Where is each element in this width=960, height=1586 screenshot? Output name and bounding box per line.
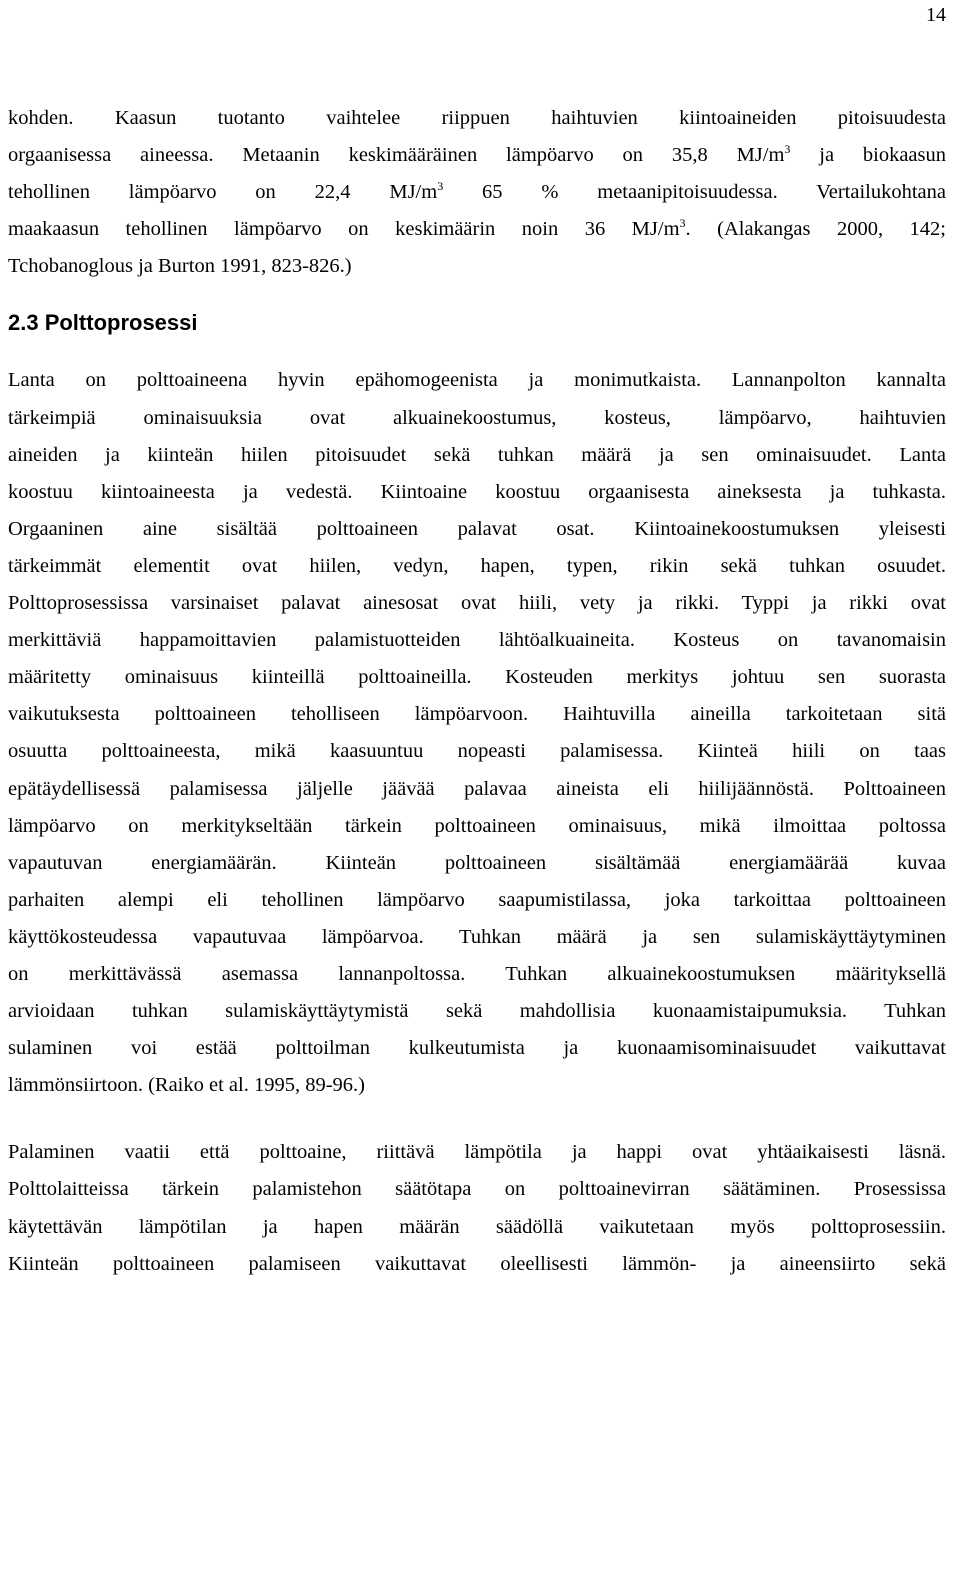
text-line: tärkeimpiä ominaisuuksia ovat alkuainekoostumus, kosteus, lämpöarvo, haihtuvien: [8, 406, 946, 429]
text-line: käytettävän lämpötilan ja hapen määrän säädöllä vaikutetaan myös polttoprosessiin.: [8, 1215, 946, 1238]
section-heading: 2.3 Polttoprosessi: [8, 310, 198, 336]
text-line: on merkittävässä asemassa lannanpoltossa. Tuhkan alkuainekoostumuksen määrityksellä: [8, 962, 946, 985]
text-line: määritetty ominaisuus kiinteillä polttoaineilla. Kosteuden merkitys johtuu sen suorasta: [8, 666, 946, 689]
text-line: Kiinteän polttoaineen palamiseen vaikuttavat oleellisesti lämmön- ja aineensiirto sekä: [8, 1252, 946, 1275]
text-line: [8, 137, 946, 174]
text-line: sulaminen voi estää polttoilman kulkeutumista ja kuonaamisominaisuudet vaikuttavat: [8, 1037, 946, 1060]
text-fragment: maakaasun tehollinen lämpöarvo on keskimäärin noin 36 MJ/m: [8, 218, 680, 241]
text-line: [8, 211, 946, 248]
text-line: merkittäviä happamoittavien palamistuotteiden lähtöalkuaineita. Kosteus on tavanomaisin: [8, 629, 946, 652]
text-fragment: tehollinen lämpöarvo on 22,4 MJ/m: [8, 181, 438, 204]
text-fragment: orgaanisessa aineessa. Metaanin keskimääräinen lämpöarvo on 35,8 MJ/m: [8, 144, 785, 167]
text-line: aineiden ja kiinteän hiilen pitoisuudet sekä tuhkan määrä ja sen ominaisuudet. Lanta: [8, 443, 946, 466]
text-fragment: 65 % metaanipitoisuudessa. Vertailukohtana: [443, 181, 946, 204]
text-line: käyttökosteudessa vapautuvaa lämpöarvoa. Tuhkan määrä ja sen sulamiskäyttäytyminen: [8, 925, 946, 948]
text-line: arvioidaan tuhkan sulamiskäyttäytymistä sekä mahdollisia kuonaamistaipumuksia. Tuhkan: [8, 1000, 946, 1023]
text-line: Orgaaninen aine sisältää polttoaineen palavat osat. Kiintoainekoostumuksen yleisesti: [8, 517, 946, 540]
text-line: Polttoprosessissa varsinaiset palavat ainesosat ovat hiili, vety ja rikki. Typpi ja rikki ovat: [8, 592, 946, 615]
text-line: epätäydellisessä palamisessa jäljelle jäävää palavaa aineista eli hiilijäännöstä. Polttoaineen: [8, 777, 946, 800]
superscript: 3: [679, 216, 686, 231]
text-line: [8, 174, 946, 211]
text-line: vaikutuksesta polttoaineen teholliseen lämpöarvoon. Haihtuvilla aineilla tarkoitetaan sitä: [8, 703, 946, 726]
text-line: Lanta on polttoaineena hyvin epähomogeenista ja monimutkaista. Lannanpolton kannalta: [8, 369, 946, 392]
text-line: osuutta polttoaineesta, mikä kaasuuntuu nopeasti palamisessa. Kiinteä hiili on taas: [8, 740, 946, 763]
text-line: lämpöarvo on merkitykseltään tärkein polttoaineen ominaisuus, mikä ilmoittaa poltossa: [8, 814, 946, 837]
text-line: koostuu kiintoaineesta ja vedestä. Kiintoaine koostuu orgaanisesta aineksesta ja tuhkasta.: [8, 480, 946, 503]
text-line: parhaiten alempi eli tehollinen lämpöarvo saapumistilassa, joka tarkoittaa polttoaineen: [8, 888, 946, 911]
document-body: [8, 100, 946, 1283]
text-fragment: ja biokaasun: [790, 144, 947, 167]
text-fragment: . (Alakangas 2000, 142;: [685, 218, 947, 241]
superscript: 3: [437, 179, 444, 194]
paragraph-combustion-requirements: [8, 1134, 946, 1282]
superscript: 3: [784, 142, 791, 157]
text-line: Tchobanoglous ja Burton 1991, 823-826.): [8, 255, 352, 278]
text-line: kohden. Kaasun tuotanto vaihtelee riippuen haihtuvien kiintoaineiden pitoisuudesta: [8, 107, 946, 129]
paragraph-biogas-heating-value: [8, 100, 946, 285]
text-line: vapautuvan energiamäärän. Kiinteän polttoaineen sisältämää energiamäärää kuvaa: [8, 851, 946, 874]
paragraph-combustion-process: [8, 362, 946, 1104]
text-line: Palaminen vaatii että polttoaine, riittävä lämpötila ja happi ovat yhtäaikaisesti läsnä.: [8, 1141, 946, 1164]
text-line: Polttolaitteissa tärkein palamistehon säätötapa on polttoainevirran säätäminen. Prosessissa: [8, 1178, 946, 1201]
page-number: 14: [926, 4, 946, 26]
text-line: tärkeimmät elementit ovat hiilen, vedyn, hapen, typen, rikin sekä tuhkan osuudet.: [8, 554, 946, 577]
text-line: lämmönsiirtoon. (Raiko et al. 1995, 89-96.): [8, 1074, 365, 1097]
